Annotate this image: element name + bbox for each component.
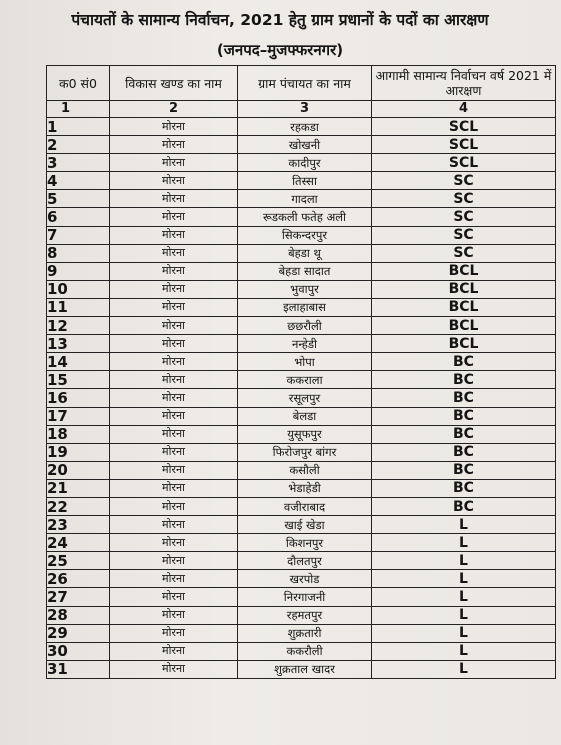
block-name-cell: मोरना: [110, 118, 238, 136]
serial-no-cell: 15: [47, 371, 110, 389]
gram-panchayat-cell: खोखनी: [238, 136, 372, 154]
block-name-cell: मोरना: [110, 516, 238, 534]
table-row: [47, 208, 556, 226]
reservation-cell: SCL: [372, 118, 556, 136]
table-row: [47, 298, 556, 316]
block-name-cell: मोरना: [110, 226, 238, 244]
gram-panchayat-cell: निरगाजनी: [238, 588, 372, 606]
block-name-cell: मोरना: [110, 425, 238, 443]
gram-panchayat-cell: फिरोजपुर बांगर: [238, 443, 372, 461]
serial-no-cell: 22: [47, 497, 110, 515]
serial-no-cell: 25: [47, 552, 110, 570]
reservation-cell: SC: [372, 172, 556, 190]
gram-panchayat-cell: ककराला: [238, 371, 372, 389]
serial-no-cell: 31: [47, 660, 110, 678]
gram-panchayat-cell: खरपोड: [238, 570, 372, 588]
gram-panchayat-cell: शुक्रताल खादर: [238, 660, 372, 678]
serial-no-cell: 27: [47, 588, 110, 606]
reservation-cell: SCL: [372, 154, 556, 172]
block-name-cell: मोरना: [110, 660, 238, 678]
reservation-table: [46, 65, 556, 679]
reservation-cell: L: [372, 588, 556, 606]
serial-no-cell: 30: [47, 642, 110, 660]
table-row: [47, 154, 556, 172]
table-row: [47, 425, 556, 443]
reservation-cell: BCL: [372, 280, 556, 298]
reservation-cell: BC: [372, 371, 556, 389]
table-row: [47, 371, 556, 389]
table-row: [47, 280, 556, 298]
table-row: [47, 606, 556, 624]
reservation-cell: BC: [372, 443, 556, 461]
gram-panchayat-cell: शुक्रतारी: [238, 624, 372, 642]
reservation-cell: L: [372, 516, 556, 534]
table-row: [47, 190, 556, 208]
serial-no-cell: 21: [47, 479, 110, 497]
table-row: [47, 624, 556, 642]
gram-panchayat-cell: बेहडा सादात: [238, 262, 372, 280]
serial-no-cell: 10: [47, 280, 110, 298]
reservation-cell: BC: [372, 407, 556, 425]
table-row: [47, 335, 556, 353]
serial-no-cell: 16: [47, 389, 110, 407]
block-name-cell: मोरना: [110, 479, 238, 497]
gram-panchayat-cell: बेहडा थू: [238, 244, 372, 262]
gram-panchayat-cell: दौलतपुर: [238, 552, 372, 570]
block-name-cell: मोरना: [110, 534, 238, 552]
reservation-cell: BCL: [372, 262, 556, 280]
block-name-cell: मोरना: [110, 298, 238, 316]
block-name-cell: मोरना: [110, 262, 238, 280]
gram-panchayat-cell: कसौली: [238, 461, 372, 479]
block-name-cell: मोरना: [110, 606, 238, 624]
block-name-cell: मोरना: [110, 461, 238, 479]
reservation-cell: L: [372, 534, 556, 552]
header-block-name: विकास खण्ड का नाम: [110, 66, 238, 101]
reservation-cell: BC: [372, 425, 556, 443]
table-row: [47, 588, 556, 606]
table-row: [47, 118, 556, 136]
serial-no-cell: 3: [47, 154, 110, 172]
table-row: [47, 461, 556, 479]
table-row: [47, 516, 556, 534]
gram-panchayat-cell: रूडकली फतेह अली: [238, 208, 372, 226]
block-name-cell: मोरना: [110, 389, 238, 407]
serial-no-cell: 7: [47, 226, 110, 244]
reservation-cell: BCL: [372, 317, 556, 335]
block-name-cell: मोरना: [110, 154, 238, 172]
column-number-4: 4: [372, 101, 556, 118]
gram-panchayat-cell: भुवापुर: [238, 280, 372, 298]
reservation-cell: SC: [372, 190, 556, 208]
gram-panchayat-cell: रसूलपुर: [238, 389, 372, 407]
serial-no-cell: 17: [47, 407, 110, 425]
reservation-cell: BC: [372, 479, 556, 497]
reservation-cell: L: [372, 570, 556, 588]
reservation-cell: BCL: [372, 298, 556, 316]
block-name-cell: मोरना: [110, 570, 238, 588]
block-name-cell: मोरना: [110, 371, 238, 389]
gram-panchayat-cell: ककरौली: [238, 642, 372, 660]
block-name-cell: मोरना: [110, 172, 238, 190]
serial-no-cell: 1: [47, 118, 110, 136]
block-name-cell: मोरना: [110, 497, 238, 515]
gram-panchayat-cell: किशनपुर: [238, 534, 372, 552]
serial-no-cell: 8: [47, 244, 110, 262]
gram-panchayat-cell: गादला: [238, 190, 372, 208]
reservation-cell: BC: [372, 353, 556, 371]
reservation-cell: BC: [372, 461, 556, 479]
reservation-cell: BC: [372, 497, 556, 515]
serial-no-cell: 20: [47, 461, 110, 479]
block-name-cell: मोरना: [110, 588, 238, 606]
reservation-cell: L: [372, 606, 556, 624]
serial-no-cell: 26: [47, 570, 110, 588]
table-row: [47, 389, 556, 407]
block-name-cell: मोरना: [110, 208, 238, 226]
table-row: [47, 552, 556, 570]
block-name-cell: मोरना: [110, 317, 238, 335]
gram-panchayat-cell: बेलडा: [238, 407, 372, 425]
block-name-cell: मोरना: [110, 443, 238, 461]
gram-panchayat-cell: कादीपुर: [238, 154, 372, 172]
table-row: [47, 317, 556, 335]
block-name-cell: मोरना: [110, 552, 238, 570]
serial-no-cell: 5: [47, 190, 110, 208]
serial-no-cell: 23: [47, 516, 110, 534]
serial-no-cell: 11: [47, 298, 110, 316]
table-row: [47, 244, 556, 262]
serial-no-cell: 12: [47, 317, 110, 335]
serial-no-cell: 6: [47, 208, 110, 226]
table-row: [47, 172, 556, 190]
serial-no-cell: 19: [47, 443, 110, 461]
table-header-row: [47, 66, 556, 101]
block-name-cell: मोरना: [110, 190, 238, 208]
gram-panchayat-cell: सिकन्दरपुर: [238, 226, 372, 244]
header-gram-panchayat: ग्राम पंचायत का नाम: [238, 66, 372, 101]
table-row: [47, 262, 556, 280]
gram-panchayat-cell: रहकडा: [238, 118, 372, 136]
reservation-cell: SC: [372, 244, 556, 262]
column-number-1: 1: [47, 101, 110, 118]
column-number-row: [47, 101, 556, 118]
serial-no-cell: 13: [47, 335, 110, 353]
table-row: [47, 407, 556, 425]
header-reservation: आगामी सामान्य निर्वाचन वर्ष 2021 में आरक्षण: [372, 66, 556, 101]
reservation-cell: SCL: [372, 136, 556, 154]
reservation-cell: L: [372, 552, 556, 570]
table-row: [47, 479, 556, 497]
serial-no-cell: 14: [47, 353, 110, 371]
table-row: [47, 226, 556, 244]
reservation-cell: L: [372, 624, 556, 642]
table-row: [47, 570, 556, 588]
gram-panchayat-cell: युसूफपुर: [238, 425, 372, 443]
serial-no-cell: 28: [47, 606, 110, 624]
block-name-cell: मोरना: [110, 280, 238, 298]
reservation-cell: SC: [372, 208, 556, 226]
reservation-cell: BCL: [372, 335, 556, 353]
serial-no-cell: 18: [47, 425, 110, 443]
header-serial-no: क0 सं0: [47, 66, 110, 101]
block-name-cell: मोरना: [110, 136, 238, 154]
gram-panchayat-cell: खाई खेडा: [238, 516, 372, 534]
table-row: [47, 642, 556, 660]
serial-no-cell: 9: [47, 262, 110, 280]
reservation-cell: L: [372, 660, 556, 678]
gram-panchayat-cell: वजीराबाद: [238, 497, 372, 515]
block-name-cell: मोरना: [110, 335, 238, 353]
table-row: [47, 443, 556, 461]
gram-panchayat-cell: भोपा: [238, 353, 372, 371]
table-row: [47, 497, 556, 515]
block-name-cell: मोरना: [110, 353, 238, 371]
gram-panchayat-cell: भेडाहेडी: [238, 479, 372, 497]
table-row: [47, 660, 556, 678]
serial-no-cell: 29: [47, 624, 110, 642]
gram-panchayat-cell: रहमतपुर: [238, 606, 372, 624]
serial-no-cell: 4: [47, 172, 110, 190]
block-name-cell: मोरना: [110, 244, 238, 262]
gram-panchayat-cell: नन्हेडी: [238, 335, 372, 353]
document-subtitle: (जनपद–मुजफ्फरनगर): [216, 41, 344, 59]
reservation-cell: BC: [372, 389, 556, 407]
column-number-2: 2: [110, 101, 238, 118]
serial-no-cell: 24: [47, 534, 110, 552]
column-number-3: 3: [238, 101, 372, 118]
block-name-cell: मोरना: [110, 642, 238, 660]
gram-panchayat-cell: इलाहाबास: [238, 298, 372, 316]
table-row: [47, 534, 556, 552]
reservation-cell: L: [372, 642, 556, 660]
serial-no-cell: 2: [47, 136, 110, 154]
table-row: [47, 136, 556, 154]
gram-panchayat-cell: तिस्सा: [238, 172, 372, 190]
block-name-cell: मोरना: [110, 407, 238, 425]
gram-panchayat-cell: छछरौली: [238, 317, 372, 335]
document-title: पंचायतों के सामान्य निर्वाचन, 2021 हेतु ग्राम प्रधानों के पदों का आरक्षण: [71, 11, 489, 29]
reservation-cell: SC: [372, 226, 556, 244]
block-name-cell: मोरना: [110, 624, 238, 642]
table-row: [47, 353, 556, 371]
